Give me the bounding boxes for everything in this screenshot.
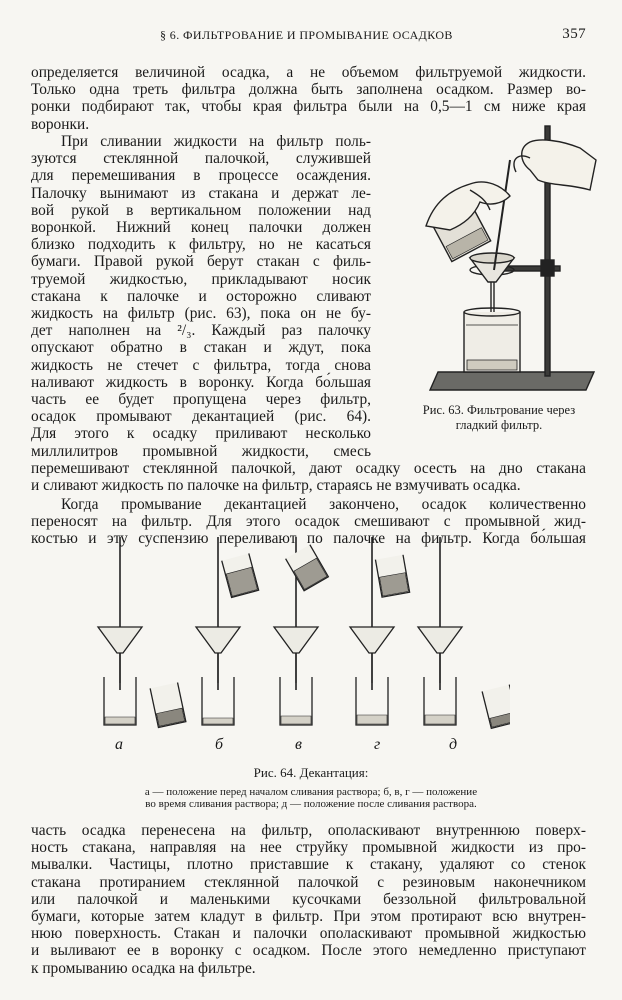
- text-line: для перемешивания в процессе осаждения.: [31, 167, 371, 185]
- figure-63-caption: [388, 403, 610, 433]
- text-line: ронки подбирают так, чтобы края фильтра были на 0,5—1 см ниже края: [31, 98, 586, 116]
- caption-line: гладкий фильтр.: [455, 418, 543, 432]
- text-line: наливают жидкость в воронку. Когда бо́льшая: [31, 373, 371, 391]
- text-line: воронкой. Нижний конец палочки должен: [31, 219, 371, 237]
- text-line: нюю поверхность. Стакан и палочки ополаскивают промывной жидкостью: [31, 925, 586, 943]
- text-line: Когда промывание декантацией закончено, осадок количественно: [61, 496, 586, 513]
- text-line: стакана к палочке и осторожно сливают: [31, 287, 371, 305]
- figure-letter: а: [115, 736, 123, 753]
- decant-step-c: [274, 537, 328, 725]
- caption-line: Рис. 63. Фильтрование через: [422, 403, 576, 417]
- text-line: Для этого к осадку приливают несколько: [31, 425, 371, 443]
- page-header: [0, 24, 622, 44]
- paragraph-2: [31, 133, 371, 460]
- text-line: Только одна треть фильтра должна быть заполнена осадком. Размер во-: [31, 81, 586, 99]
- text-line: бумаги. Правой рукой берут стакан с филь-: [31, 253, 371, 271]
- decant-step-d: [350, 537, 410, 725]
- legend-line: во время сливания раствора; д — положение после сливания раствора.: [145, 798, 477, 810]
- text-line: жидкость не стечет с фильтра, тогда снова: [31, 356, 371, 374]
- text-line: костью и эту суспензию переливают по палочке на фильтр. Когда бо́льшая: [31, 530, 586, 548]
- text-line: труемой жидкостью, прикладывают носик: [31, 270, 371, 288]
- text-line: мывалки. Частицы, плотно приставшие к стакану, удаляют со стенок: [31, 856, 586, 874]
- text-line: переносят на фильтр. Для этого осадок смешивают с промывной жид-: [31, 513, 586, 531]
- section-title: § 6. ФИЛЬТРОВАНИЕ И ПРОМЫВАНИЕ ОСАДКОВ: [160, 28, 453, 42]
- text-line: опускают обратно в стакан и ждут, пока: [31, 339, 371, 357]
- text-line: ность стакана, направляя на нее струйку промывной жидкости из про-: [31, 839, 586, 857]
- text-line: часть осадка перенесена на фильтр, ополаскивают внутреннюю поверх-: [31, 822, 586, 839]
- figure-letter: д: [449, 736, 458, 753]
- text-line: к промыванию осадка на фильтре.: [31, 959, 256, 977]
- text-line: дет наполнен на ²/₃. Каждый раз палочку: [31, 322, 371, 340]
- text-line: близко подходить к фильтру, но не касаться: [31, 236, 371, 254]
- paragraph-4: [31, 822, 586, 977]
- text-line: зуются стеклянной палочкой, служившей: [31, 150, 371, 168]
- figure-64-caption: Рис. 64. Декантация:: [253, 765, 369, 780]
- decant-step-e: [418, 537, 510, 728]
- figure-63-illustration: [420, 120, 605, 395]
- text-line: определяется величиной осадка, а не объемом фильтруемой жидкости.: [31, 64, 586, 81]
- text-line: стакана протиранием стеклянной палочкой с резиновым наконечником: [31, 873, 586, 891]
- text-line: перемешивают стеклянной палочкой, дают осадку осесть на дно стакана: [31, 460, 586, 477]
- figure-letter: б: [215, 736, 224, 753]
- stand-base: [430, 372, 594, 390]
- text-line: воронки.: [31, 115, 90, 133]
- decant-step-a: [98, 537, 186, 727]
- figure-64-legend: [20, 786, 602, 810]
- text-line: осадок промывают декантацией (рис. 64).: [31, 408, 371, 426]
- figure-letter: в: [295, 736, 302, 753]
- page-number: 357: [562, 26, 586, 42]
- text-line: часть ее будет пропущена через фильтр,: [31, 391, 371, 409]
- text-line: и выливают ее в воронку с осадком. После этого немедленно приступают: [31, 942, 586, 960]
- left-hand: [522, 140, 596, 190]
- text-line: При сливании жидкости на фильтр поль-: [61, 133, 371, 150]
- figure-letter: г: [374, 736, 381, 753]
- figure-64-illustration: [90, 535, 510, 730]
- text-line: бумаги, которые затем кладут в фильтр. При этом протирают всю внутрен-: [31, 908, 586, 926]
- text-line: вой рукой в вертикальном положении над: [31, 201, 371, 219]
- text-line: миллилитров промывной жидкости, смесь: [31, 442, 371, 460]
- text-line: жидкость на фильтр (рис. 63), пока он не бу-: [31, 305, 371, 323]
- paragraph-2-continued: [31, 460, 586, 494]
- text-line: и сливают жидкость по палочке на фильтр, стараясь не взмучивать осадка.: [31, 477, 521, 495]
- text-line: Палочку вынимают из стакана и держат ле-: [31, 184, 371, 202]
- text-line: или палочкой и маленькими кусочками беззольной фильтровальной: [31, 890, 586, 908]
- legend-line: а — положение перед началом сливания раствора; б, в, г — положение: [144, 786, 478, 798]
- decant-step-b: [196, 537, 259, 725]
